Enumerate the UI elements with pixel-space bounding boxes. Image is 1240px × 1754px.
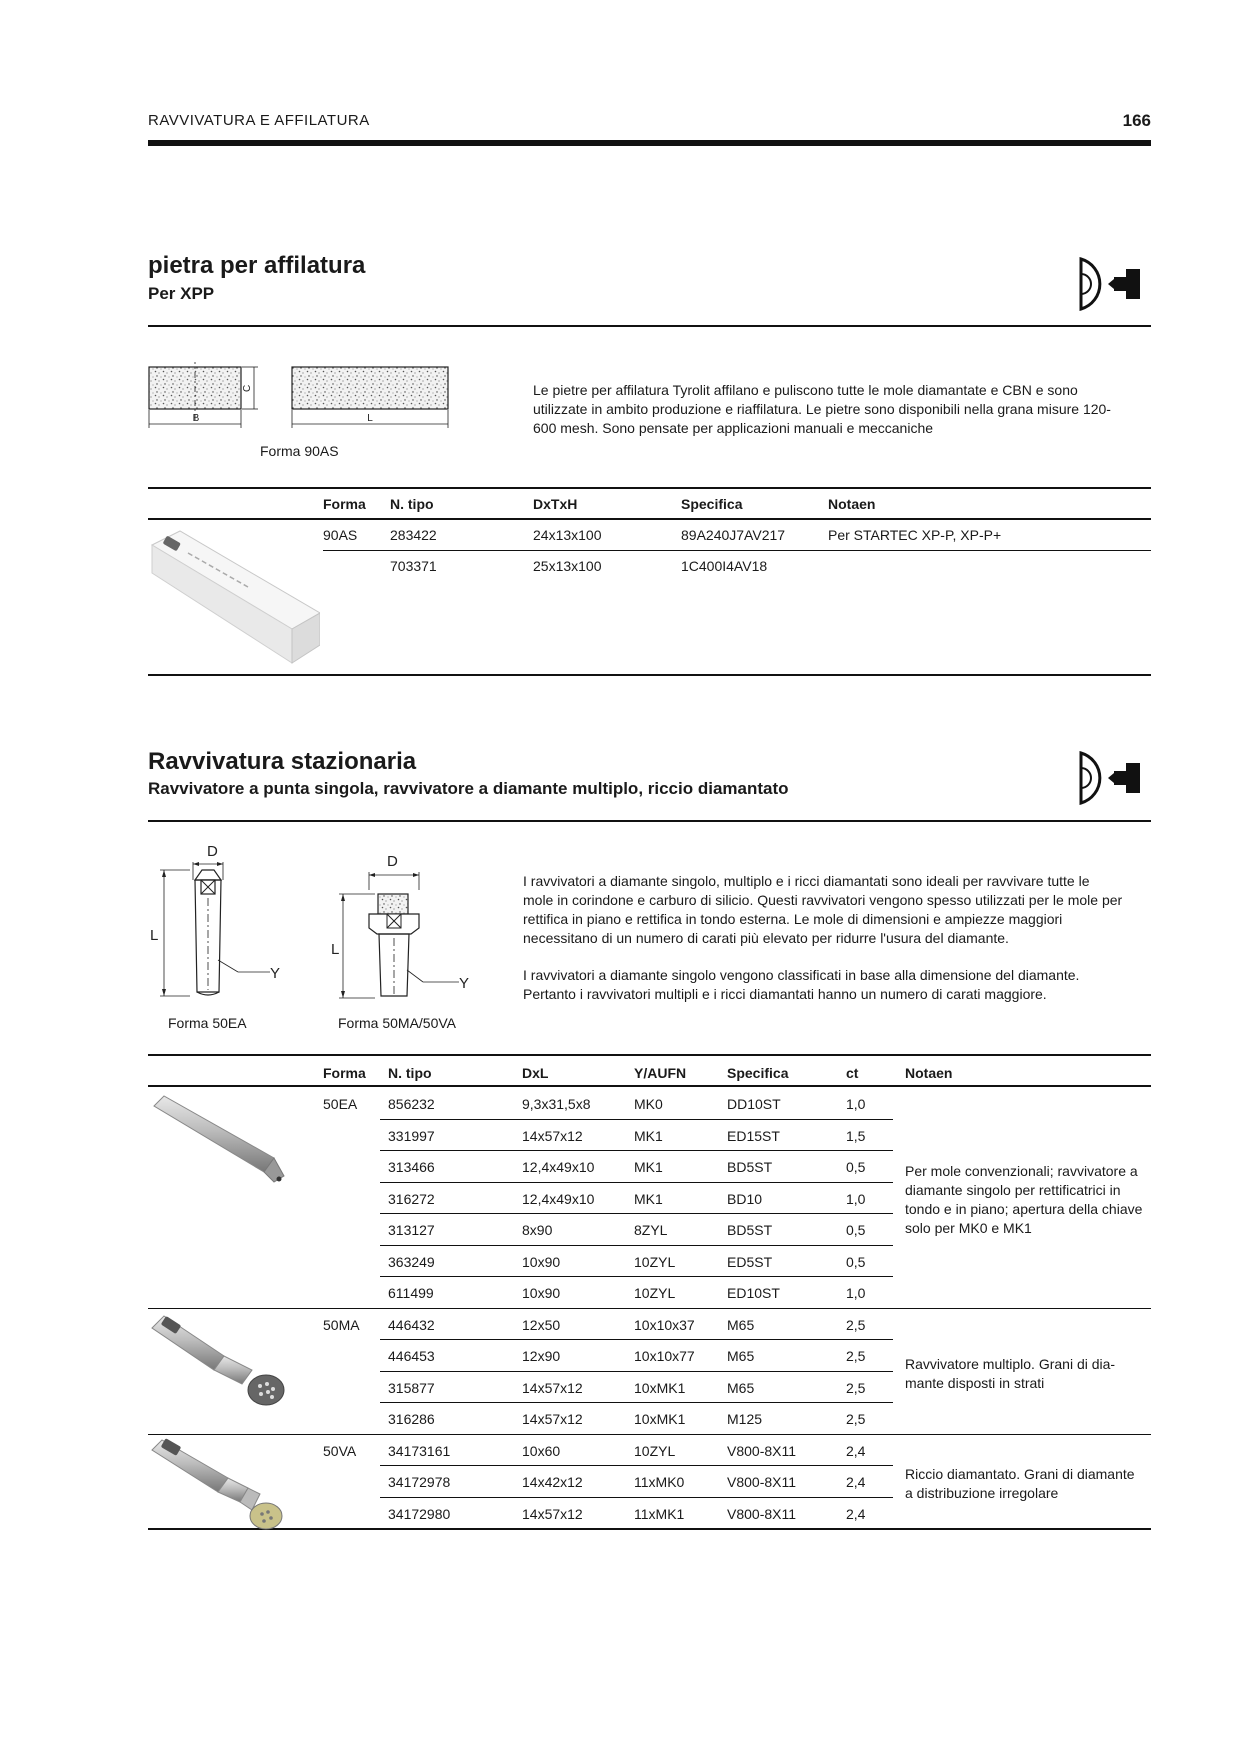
table1-bottom-rule [148,674,1151,676]
table2-cell: 10x60 [522,1442,561,1459]
table2-row-rule [380,1465,893,1466]
table2-cell: V800-8X11 [727,1442,797,1459]
table2-cell: 9,3x31,5x8 [522,1096,591,1112]
table2-row-rule [380,1150,893,1151]
table2-cell: 316286 [388,1411,435,1427]
table1-col-notaen: Notaen [828,496,876,512]
table1-row-rule [323,550,1151,551]
table2-cell: 10xMK1 [634,1379,686,1396]
table2-cell: MK0 [634,1096,663,1112]
table2-cell: 313466 [388,1159,435,1175]
table2-cell: 12,4x49x10 [522,1190,595,1207]
table1-cell: 90AS [323,527,358,543]
table2-note: Riccio diamantato. Grani di diamante a distribuzione irregolare [905,1465,1135,1501]
table2-forma-cell: 50MA [323,1316,360,1333]
table2-cell: M65 [727,1316,755,1333]
table2-cell: ED15ST [727,1127,780,1144]
table2-row-rule [380,1371,893,1372]
section2-description-2: I ravvivatori a diamante singolo vengono classificati in base alla dimensione del diamante. Pertanto i ravvivatori multipli e i ricci diamantati hanno un numero di carati maggiore. [523,967,1080,1002]
table1-cell: Per STARTEC XP-P, XP-P+ [828,527,1002,543]
label-d: D [387,853,398,870]
forma-90as-caption: Forma 90AS [260,443,339,459]
table2-cell: 11xMK1 [634,1505,685,1522]
table2-group-rule [148,1308,1151,1309]
section1-subtitle: Per XPP [148,284,215,303]
table2-cell: 14x57x12 [522,1505,583,1522]
table2-col-ntipo: N. tipo [388,1065,432,1081]
table2-group-rule [148,1528,1151,1530]
label-l: L [150,927,159,944]
table2-cell: 2,4 [846,1474,866,1490]
table1-cell: 703371 [390,558,437,574]
sharpening-stone-photo [148,525,320,667]
table2-cell: 2,4 [846,1505,866,1522]
table2-cell: 8x90 [522,1222,553,1238]
table2-cell: M65 [727,1379,755,1396]
table2-cell: ED5ST [727,1253,773,1270]
table2-col-yaufn: Y/AUFN [634,1065,687,1081]
table2-cell: 10x10x37 [634,1316,695,1333]
table2-cell: 2,5 [846,1411,866,1427]
dresser-50ea-photo [148,1092,288,1186]
table2-forma-cell: 50VA [323,1442,357,1459]
table2-col-dxl: DxL [522,1065,549,1081]
table2-header-rule [148,1085,1151,1087]
table2-cell: 11xMK0 [634,1474,685,1490]
table2-cell: BD10 [727,1190,763,1207]
table2-cell: 331997 [388,1127,435,1144]
table1-top-rule [148,487,1151,489]
table2-cell: 1,0 [846,1285,866,1301]
table2-cell: 0,5 [846,1222,866,1238]
grinding-wheel-dresser-icon [1078,749,1144,807]
table2-note: Ravvivatore multiplo. Grani di dia-mante disposti in strati [905,1355,1116,1391]
table2-col-forma: Forma [323,1065,366,1081]
table2-cell: 12x90 [522,1348,561,1364]
label-l: L [331,941,340,958]
table2-row-rule [380,1182,893,1183]
section2-title: Ravvivatura stazionaria [148,748,417,775]
table2-top-rule [148,1054,1151,1056]
table2-cell: 315877 [388,1379,435,1396]
table2-cell: 10ZYL [634,1285,676,1301]
table1-col-forma: Forma [323,496,366,512]
table2-col-specifica: Specifica [727,1065,789,1081]
label-b: B [192,413,200,424]
label-d: D [207,843,218,860]
table1-cell: 1C400I4AV18 [681,558,768,574]
section2-title-rule [148,820,1151,822]
table1-cell: 25x13x100 [533,558,602,574]
table2-cell: 0,5 [846,1159,866,1175]
table2-cell: 10x10x77 [634,1348,695,1364]
running-header-title: RAVVIVATURA E AFFILATURA [148,112,370,129]
table2-cell: 0,5 [846,1253,866,1270]
section2-description-1: I ravvivatori a diamante singolo, multiplo e i ricci diamantati sono ideali per ravvivare tutte le mole in corindone e carburo di silicio. Questi ravvivatori vengono spesso utilizzati per le mole per rettifica in piano e rettifica in tondo esterna. Le mole di dimensioni e ampiezze maggiori necessitano di un numero di carati più elevato per ridurre l'usura del diamante. [523,873,1123,946]
table2-forma-cell: 50EA [323,1096,358,1112]
table2-cell: 34173161 [388,1442,451,1459]
table2-cell: MK1 [634,1159,663,1175]
table2-cell: 1,0 [846,1190,866,1207]
table2-cell: 1,0 [846,1096,866,1112]
section2-subtitle: Ravvivatore a punta singola, ravvivatore a diamante multiplo, riccio diamantato [148,779,789,798]
table2-cell: 2,5 [846,1316,866,1333]
table2-row-rule [380,1339,893,1340]
table2-cell: DD10ST [727,1096,781,1112]
table1-col-dxtxh: DxTxH [533,496,578,512]
page-number: 166 [1122,111,1151,130]
forma-50ea-caption: Forma 50EA [168,1015,247,1031]
table2-cell: 34172978 [388,1474,451,1490]
grinding-wheel-dresser-icon [1078,255,1144,313]
table2-cell: 14x57x12 [522,1411,583,1427]
table2-cell: 611499 [388,1285,434,1301]
forma-50ma-50va-diagram [325,850,485,1010]
table2-cell: 2,5 [846,1379,866,1396]
table2-cell: 2,4 [846,1442,866,1459]
forma-90as-diagram [146,362,456,432]
table2-cell: BD5ST [727,1222,773,1238]
forma-50ma-50va-caption: Forma 50MA/50VA [338,1015,457,1031]
table2-cell: 14x57x12 [522,1379,583,1396]
table2-cell: 10x90 [522,1253,561,1270]
table2-cell: M125 [727,1411,763,1427]
table2-cell: 2,5 [846,1348,866,1364]
table2-cell: V800-8X11 [727,1505,797,1522]
dresser-50ma-photo [148,1312,288,1412]
table2-cell: 8ZYL [634,1222,668,1238]
table2-cell: M65 [727,1348,755,1364]
table2-cell: BD5ST [727,1159,773,1175]
table2-row-rule [380,1402,893,1403]
table2-row-rule [380,1497,893,1498]
label-y: Y [459,975,470,992]
table2-cell: 10ZYL [634,1442,676,1459]
table2-col-ct: ct [846,1065,859,1081]
label-c: C [242,384,253,392]
table2-cell: 12,4x49x10 [522,1159,595,1175]
dresser-50va-photo [148,1436,288,1536]
table1-cell: 24x13x100 [533,527,602,543]
table2-cell: 10xMK1 [634,1411,686,1427]
table2-row-rule [380,1245,893,1246]
table2-cell: 313127 [388,1222,435,1238]
table2-cell: 363249 [388,1253,435,1270]
table1-header-rule [148,518,1151,520]
table2-group-rule [148,1434,1151,1435]
table2-cell: 316272 [388,1190,435,1207]
table2-cell: MK1 [634,1127,663,1144]
table2-row-rule [380,1213,893,1214]
table2-cell: 14x42x12 [522,1474,583,1490]
forma-50ea-diagram [150,840,290,1005]
header-rule [148,140,1151,146]
table2-cell: V800-8X11 [727,1474,797,1490]
table2-cell: 10x90 [522,1285,561,1301]
table2-cell: 14x57x12 [522,1127,583,1144]
label-l: L [367,413,373,424]
table1-col-specifica: Specifica [681,496,743,512]
section1-description: Le pietre per affilatura Tyrolit affilano e puliscono tutte le mole diamantate e CBN e sono utilizzate in ambito produzione e riaffilatura. Le pietre sono disponibili nella grana misure 120-600 mesh. Sono pensate per applicazioni manuali e meccaniche [533,382,1111,436]
table2-note: Per mole convenzionali; ravvivatore a diamante singolo per rettificatrici in tondo e in piano; apertura della chiave solo per MK0 e MK1 [905,1163,1143,1237]
table2-cell: 34172980 [388,1505,451,1522]
table1-cell: 89A240J7AV217 [681,527,786,543]
table2-cell: ED10ST [727,1285,780,1301]
table2-cell: 10ZYL [634,1253,676,1270]
table2-cell: MK1 [634,1190,663,1207]
table2-row-rule [380,1119,893,1120]
table1-col-ntipo: N. tipo [390,496,434,512]
table2-cell: 856232 [388,1096,435,1112]
label-y: Y [270,965,281,982]
table2-cell: 446453 [388,1348,435,1364]
section1-title: pietra per affilatura [148,252,366,279]
table2-cell: 12x50 [522,1316,561,1333]
table2-col-notaen: Notaen [905,1065,953,1081]
table2-cell: 446432 [388,1316,435,1333]
table2-row-rule [380,1276,893,1277]
table2-cell: 1,5 [846,1127,866,1144]
table1-cell: 283422 [390,527,437,543]
section1-title-rule [148,325,1151,327]
